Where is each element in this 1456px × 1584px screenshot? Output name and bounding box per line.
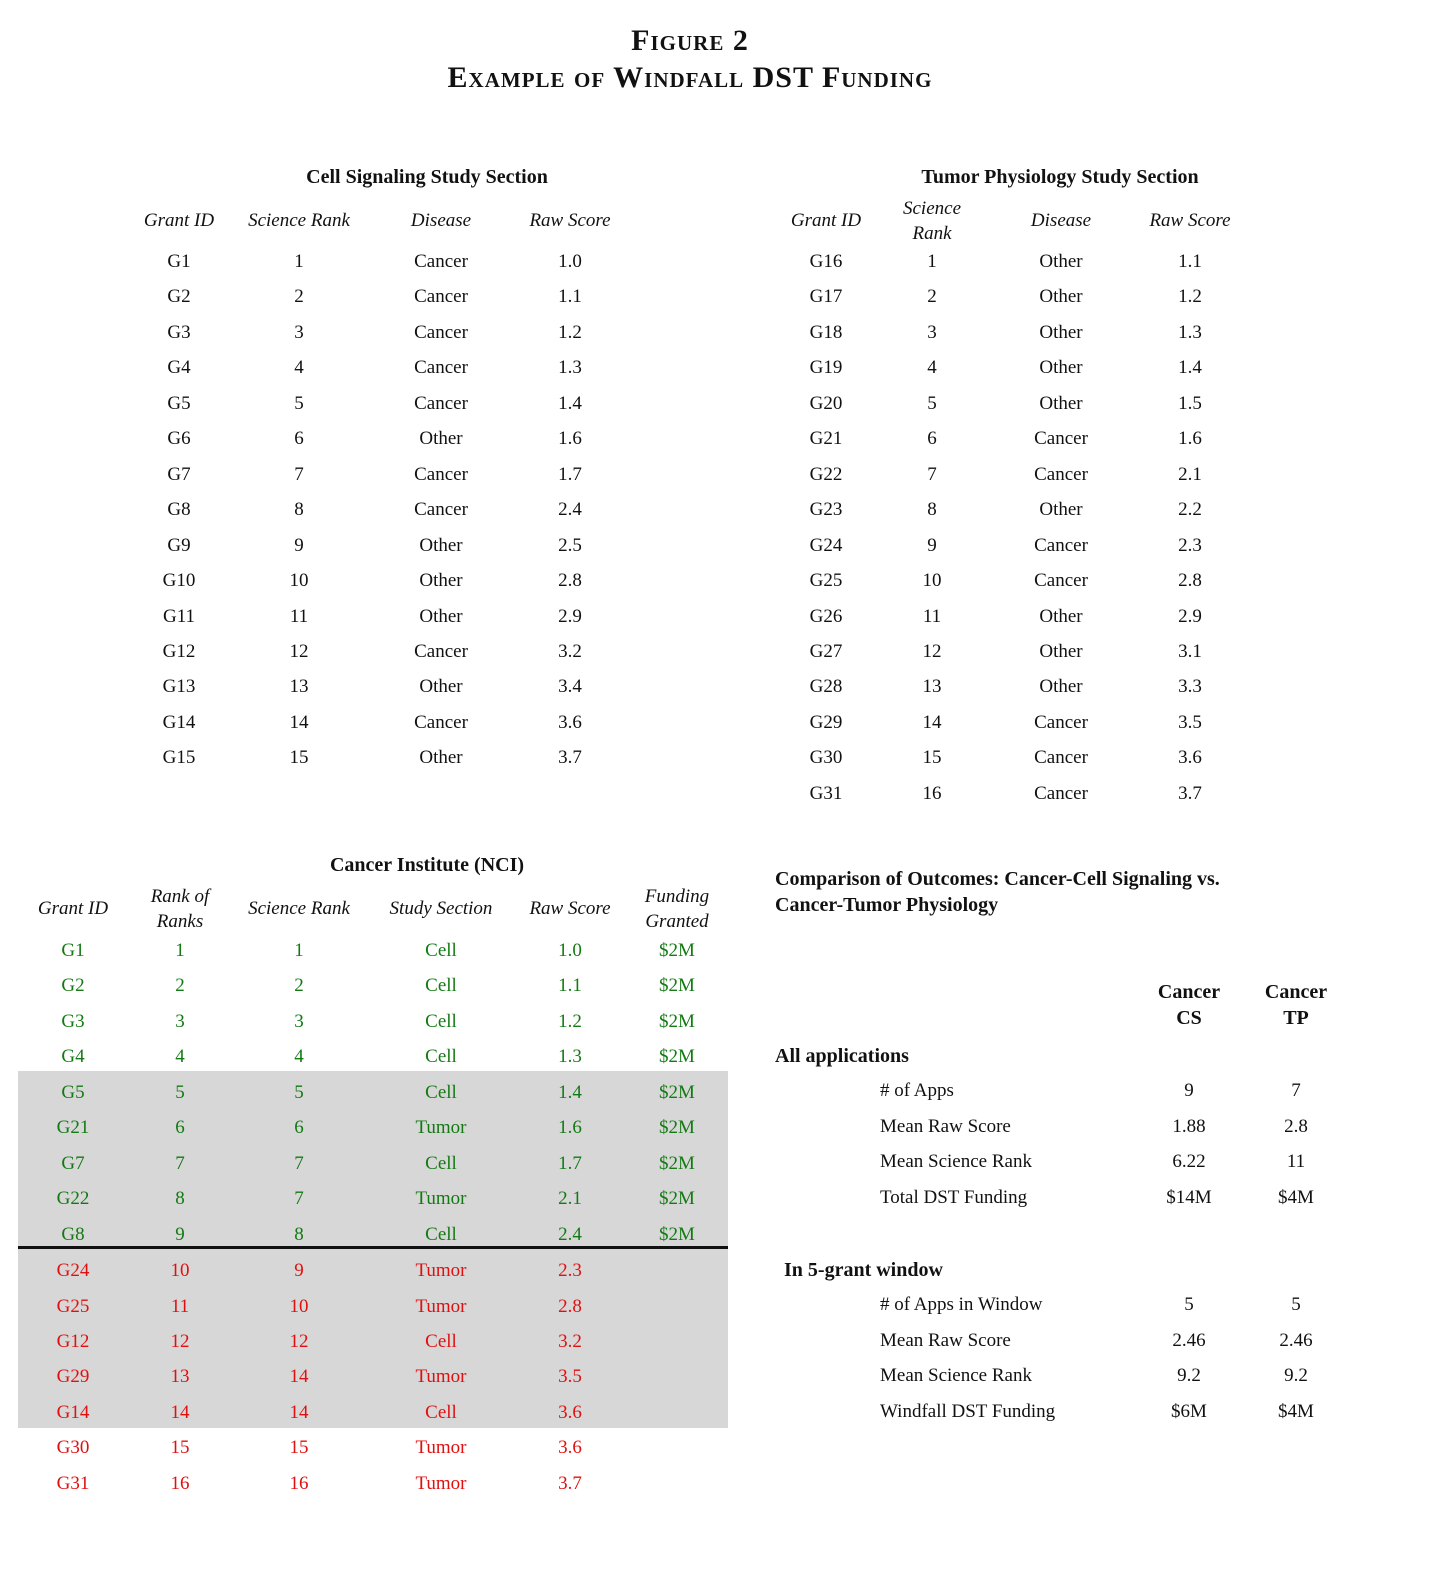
cs-row-cell: G10	[162, 570, 196, 592]
nci-row-cell: 8	[294, 1223, 304, 1245]
nci-row-cell: Tumor	[415, 1260, 467, 1282]
nci-row-cell: 7	[294, 1152, 304, 1174]
comparison-column-header: Cancer CS	[1157, 981, 1221, 1029]
nci-row-cell: G1	[61, 940, 85, 961]
cs-row-cell: 15	[289, 747, 309, 769]
nci-header-cell: Study Section	[389, 898, 493, 919]
comparison-row-value: 1.88	[1172, 1115, 1206, 1137]
nci-row-cell: $2M	[659, 1152, 695, 1174]
tp-row-cell: G19	[809, 357, 843, 379]
cs-row-cell: G15	[162, 747, 196, 769]
tp-row-cell: 1	[927, 251, 937, 272]
cell-signaling-title: Cell Signaling Study Section	[306, 166, 548, 188]
tp-row-cell: Cancer	[1034, 570, 1088, 592]
nci-row-cell: 3.7	[558, 1472, 582, 1494]
nci-row-cell: 11	[170, 1295, 190, 1317]
nci-row-cell: 9	[175, 1223, 185, 1245]
nci-row-cell: 15	[170, 1437, 190, 1459]
nci-row-cell: Tumor	[415, 1366, 467, 1388]
tp-row-cell: 1.6	[1178, 428, 1202, 450]
tp-row-cell: Other	[1039, 605, 1083, 627]
nci-row-cell: 3	[175, 1010, 185, 1032]
tp-row-cell: 15	[922, 747, 942, 769]
cs-row-cell: 6	[294, 428, 304, 450]
cs-row-cell: 11	[289, 605, 309, 627]
cs-row-cell: 1.6	[558, 428, 582, 450]
comparison-row-value: 9	[1184, 1080, 1194, 1102]
cs-row-cell: 1.7	[558, 463, 582, 485]
cs-row-cell: 2.9	[558, 605, 582, 627]
cs-row-cell: Other	[419, 676, 463, 698]
nci-row-cell: 16	[170, 1472, 190, 1494]
nci-row-cell: $2M	[659, 1081, 695, 1103]
nci-row-cell: Cell	[425, 940, 457, 961]
nci-row-cell: 5	[294, 1081, 304, 1103]
cs-row-cell: G7	[167, 463, 191, 485]
cs-row-cell: 4	[294, 357, 304, 379]
cs-row-cell: Other	[419, 747, 463, 769]
tp-row-cell: Other	[1039, 286, 1083, 308]
nci-row-cell: Tumor	[415, 1295, 467, 1317]
nci-row-cell: Cell	[425, 1401, 457, 1423]
comparison-row-value: 7	[1291, 1080, 1301, 1102]
tp-row-cell: G26	[809, 605, 843, 627]
tp-row-cell: G30	[809, 747, 843, 769]
nci-row-cell: G14	[56, 1401, 90, 1423]
comparison-group-label: All applications	[775, 1045, 909, 1067]
nci-row-cell: 4	[294, 1046, 304, 1068]
cs-row-cell: 1.2	[558, 321, 582, 343]
tp-row-cell: Other	[1039, 392, 1083, 414]
comparison-row-value: $4M	[1278, 1400, 1314, 1422]
nci-row-cell: 16	[289, 1472, 309, 1494]
figure-title-block	[0, 22, 1380, 96]
cs-row-cell: 8	[294, 499, 304, 521]
nci-row-cell: 2.1	[558, 1188, 582, 1210]
nci-row-cell: Cell	[425, 975, 457, 997]
cs-row-cell: Cancer	[414, 321, 468, 343]
cs-row-cell: G11	[162, 605, 196, 627]
nci-row-cell: 2.3	[558, 1260, 582, 1282]
cs-row-cell: 14	[289, 711, 309, 733]
cs-row-cell: G3	[167, 321, 191, 343]
tp-row-cell: Other	[1039, 640, 1083, 662]
nci-header-cell: Rank of Ranks	[150, 886, 210, 932]
comparison-row-value: $14M	[1166, 1186, 1212, 1208]
cs-row-cell: G9	[167, 534, 191, 556]
tp-row-cell: Cancer	[1034, 711, 1088, 733]
nci-row-cell: Cell	[425, 1152, 457, 1174]
nci-row-cell: $2M	[659, 1117, 695, 1139]
comparison-row-label: # of Apps	[880, 1080, 954, 1102]
tp-row-cell: G17	[809, 286, 843, 308]
nci-row-cell: Cell	[425, 1010, 457, 1032]
tp-header-cell: Grant ID	[790, 210, 862, 231]
nci-row-cell: 1.0	[558, 940, 582, 961]
cs-row-cell: G4	[167, 357, 191, 379]
cs-header-cell: Raw Score	[529, 210, 611, 231]
nci-row-cell: 1	[294, 940, 304, 961]
comparison-row-label: Mean Science Rank	[880, 1365, 1032, 1387]
tp-row-cell: 3.5	[1178, 711, 1202, 733]
cs-row-cell: Cancer	[414, 251, 468, 272]
cs-row-cell: 7	[294, 463, 304, 485]
tp-row-cell: G28	[809, 676, 843, 698]
nci-row-cell: 1.7	[558, 1152, 582, 1174]
tp-row-cell: 14	[922, 711, 942, 733]
comparison-row-value: 5	[1184, 1294, 1194, 1316]
nci-row-cell: 2	[294, 975, 304, 997]
nci-row-cell: G2	[61, 975, 85, 997]
nci-row-cell: G5	[61, 1081, 85, 1103]
nci-row-cell: 6	[175, 1117, 185, 1139]
nci-row-cell: $2M	[659, 1188, 695, 1210]
nci-row-cell: G4	[61, 1046, 85, 1068]
tp-row-cell: 2	[927, 286, 937, 308]
nci-row-cell: 2.4	[558, 1223, 582, 1245]
cs-row-cell: Cancer	[414, 357, 468, 379]
cs-row-cell: G14	[162, 711, 196, 733]
cs-row-cell: G1	[167, 251, 191, 272]
tp-row-cell: G29	[809, 711, 843, 733]
comparison-row-value: 2.46	[1172, 1329, 1206, 1351]
nci-row-cell: 12	[289, 1330, 309, 1352]
cs-row-cell: 1.3	[558, 357, 582, 379]
nci-row-cell: G30	[56, 1437, 90, 1459]
comparison-column-header: Cancer TP	[1264, 981, 1328, 1029]
tp-row-cell: Cancer	[1034, 534, 1088, 556]
nci-row-cell: 13	[170, 1366, 190, 1388]
nci-row-cell: 2	[175, 975, 185, 997]
cs-row-cell: 13	[289, 676, 309, 698]
cs-row-cell: Other	[419, 570, 463, 592]
tp-row-cell: G24	[809, 534, 843, 556]
cs-row-cell: 3.6	[558, 711, 582, 733]
cs-row-cell: 12	[289, 640, 309, 662]
cs-row-cell: Cancer	[414, 499, 468, 521]
cs-header-cell: Science Rank	[248, 210, 350, 231]
tp-row-cell: 12	[922, 640, 942, 662]
tp-row-cell: 3.7	[1178, 782, 1202, 804]
tp-row-cell: 1.4	[1178, 357, 1202, 379]
cs-row-cell: G13	[162, 676, 196, 698]
tp-row-cell: G21	[809, 428, 843, 450]
tp-row-cell: G22	[809, 463, 843, 485]
cs-row-cell: G2	[167, 286, 191, 308]
cs-row-cell: 1.0	[558, 251, 582, 272]
tp-row-cell: 4	[927, 357, 937, 379]
comparison-row-value: 11	[1286, 1151, 1306, 1173]
nci-row-cell: G8	[61, 1223, 85, 1245]
comparison-row-value: 9.2	[1284, 1365, 1308, 1387]
cs-row-cell: G5	[167, 392, 191, 414]
nci-row-cell: 10	[289, 1295, 309, 1317]
nci-row-cell: 8	[175, 1188, 185, 1210]
tp-row-cell: Other	[1039, 321, 1083, 343]
tumor-physiology-title: Tumor Physiology Study Section	[921, 166, 1199, 188]
nci-row-cell: 3.2	[558, 1330, 582, 1352]
tp-row-cell: 10	[922, 570, 942, 592]
figure-title: Example of Windfall DST Funding	[447, 61, 933, 94]
tp-row-cell: 2.9	[1178, 605, 1202, 627]
tp-row-cell: G27	[809, 640, 843, 662]
nci-row-cell: $2M	[659, 975, 695, 997]
tp-row-cell: G20	[809, 392, 843, 414]
tp-row-cell: Other	[1039, 676, 1083, 698]
nci-row-cell: Tumor	[415, 1188, 467, 1210]
tp-row-cell: 9	[927, 534, 937, 556]
cs-row-cell: 3.4	[558, 676, 582, 698]
tp-row-cell: 2.3	[1178, 534, 1202, 556]
cs-row-cell: 2.8	[558, 570, 582, 592]
figure-label: Figure 2	[631, 24, 749, 57]
cs-row-cell: 3.2	[558, 640, 582, 662]
comparison-row-value: 2.46	[1279, 1329, 1313, 1351]
cs-row-cell: Cancer	[414, 711, 468, 733]
tp-row-cell: 16	[922, 782, 942, 804]
nci-row-cell: Cell	[425, 1330, 457, 1352]
tp-row-cell: 3	[927, 321, 937, 343]
cs-row-cell: 2.5	[558, 534, 582, 556]
nci-row-cell: G31	[56, 1472, 90, 1494]
tp-row-cell: Other	[1039, 499, 1083, 521]
nci-row-cell: 10	[170, 1260, 190, 1282]
nci-row-cell: Tumor	[415, 1117, 467, 1139]
nci-row-cell: 14	[289, 1401, 309, 1423]
nci-row-cell: 3.5	[558, 1366, 582, 1388]
nci-row-cell: G29	[56, 1366, 90, 1388]
nci-row-cell: 1	[175, 940, 185, 961]
cs-row-cell: 1.1	[558, 286, 582, 308]
payline-divider	[18, 1246, 728, 1249]
nci-row-cell: 14	[289, 1366, 309, 1388]
nci-row-cell: G22	[56, 1188, 90, 1210]
tp-row-cell: Other	[1039, 251, 1083, 272]
nci-row-cell: 7	[175, 1152, 185, 1174]
cs-row-cell: G12	[162, 640, 196, 662]
tp-row-cell: 3.1	[1178, 640, 1202, 662]
nci-row-cell: G25	[56, 1295, 90, 1317]
tp-row-cell: 1.5	[1178, 392, 1202, 414]
tp-row-cell: 3.3	[1178, 676, 1202, 698]
nci-row-cell: 3.6	[558, 1437, 582, 1459]
tp-row-cell: 5	[927, 392, 937, 414]
nci-row-cell: $2M	[659, 1010, 695, 1032]
nci-row-cell: G7	[61, 1152, 85, 1174]
comparison-row-value: 9.2	[1177, 1365, 1201, 1387]
cs-row-cell: 5	[294, 392, 304, 414]
nci-row-cell: 1.4	[558, 1081, 582, 1103]
nci-row-cell: 1.6	[558, 1117, 582, 1139]
nci-row-cell: G3	[61, 1010, 85, 1032]
nci-row-cell: Cell	[425, 1046, 457, 1068]
comparison-row-value: 5	[1291, 1294, 1301, 1316]
tp-row-cell: G25	[809, 570, 843, 592]
nci-row-cell: 5	[175, 1081, 185, 1103]
tp-row-cell: Cancer	[1034, 782, 1088, 804]
tp-row-cell: 11	[922, 605, 942, 627]
cs-header-cell: Disease	[410, 210, 472, 231]
comparison-row-value: 2.8	[1284, 1115, 1308, 1137]
nci-row-cell: 6	[294, 1117, 304, 1139]
comparison-group-label: In 5-grant window	[784, 1259, 943, 1281]
nci-row-cell: 9	[294, 1260, 304, 1282]
tp-header-cell: Raw Score	[1149, 210, 1231, 231]
nci-header-cell: Funding Granted	[644, 886, 710, 932]
tp-row-cell: Cancer	[1034, 747, 1088, 769]
nci-row-cell: 14	[170, 1401, 190, 1423]
nci-row-cell: Cell	[425, 1223, 457, 1245]
tp-row-cell: 3.6	[1178, 747, 1202, 769]
nci-row-cell: 3	[294, 1010, 304, 1032]
tp-row-cell: 1.1	[1178, 251, 1202, 272]
nci-row-cell: $2M	[659, 1046, 695, 1068]
cs-row-cell: Cancer	[414, 286, 468, 308]
nci-row-cell: Tumor	[415, 1472, 467, 1494]
cs-row-cell: 9	[294, 534, 304, 556]
tp-row-cell: 2.2	[1178, 499, 1202, 521]
tp-row-cell: 7	[927, 463, 937, 485]
cs-row-cell: Cancer	[414, 463, 468, 485]
nci-row-cell: 15	[289, 1437, 309, 1459]
tp-row-cell: 2.1	[1178, 463, 1202, 485]
cs-row-cell: Other	[419, 428, 463, 450]
comparison-row-label: # of Apps in Window	[880, 1294, 1043, 1316]
cs-row-cell: 3	[294, 321, 304, 343]
tp-header-cell: Science Rank	[902, 198, 961, 244]
tp-row-cell: 1.2	[1178, 286, 1202, 308]
nci-row-cell: $2M	[659, 1223, 695, 1245]
tp-row-cell: 2.8	[1178, 570, 1202, 592]
cs-row-cell: Other	[419, 605, 463, 627]
nci-row-cell: $2M	[659, 940, 695, 961]
comparison-row-label: Mean Raw Score	[880, 1115, 1011, 1137]
comparison-row-label: Mean Science Rank	[880, 1151, 1032, 1173]
cs-row-cell: G8	[167, 499, 191, 521]
cs-row-cell: G6	[167, 428, 191, 450]
cs-row-cell: 1.4	[558, 392, 582, 414]
comparison-row-label: Windfall DST Funding	[880, 1400, 1056, 1422]
comparison-row-value: $6M	[1171, 1400, 1207, 1422]
nci-header-cell: Raw Score	[529, 898, 611, 919]
nci-row-cell: 3.6	[558, 1401, 582, 1423]
cs-row-cell: 2	[294, 286, 304, 308]
comparison-row-value: $4M	[1278, 1186, 1314, 1208]
tp-row-cell: Cancer	[1034, 428, 1088, 450]
tp-row-cell: 8	[927, 499, 937, 521]
cs-row-cell: 2.4	[558, 499, 582, 521]
nci-header-cell: Science Rank	[248, 898, 350, 919]
cs-row-cell: 3.7	[558, 747, 582, 769]
nci-row-cell: 1.1	[558, 975, 582, 997]
nci-row-cell: 7	[294, 1188, 304, 1210]
tp-row-cell: 13	[922, 676, 942, 698]
cs-header-cell: Grant ID	[143, 210, 215, 231]
cs-row-cell: 1	[294, 251, 304, 272]
tp-row-cell: G31	[809, 782, 843, 804]
tp-row-cell: 6	[927, 428, 937, 450]
nci-row-cell: 2.8	[558, 1295, 582, 1317]
comparison-row-label: Total DST Funding	[880, 1186, 1028, 1208]
nci-row-cell: 1.2	[558, 1010, 582, 1032]
tp-row-cell: Cancer	[1034, 463, 1088, 485]
nci-row-cell: G24	[56, 1260, 90, 1282]
nci-row-cell: 4	[175, 1046, 185, 1068]
nci-header-cell: Grant ID	[37, 898, 109, 919]
cs-row-cell: 10	[289, 570, 309, 592]
comparison-row-label: Mean Raw Score	[880, 1329, 1011, 1351]
cs-row-cell: Other	[419, 534, 463, 556]
nci-row-cell: 12	[170, 1330, 190, 1352]
cs-row-cell: Cancer	[414, 392, 468, 414]
tp-row-cell: 1.3	[1178, 321, 1202, 343]
nci-row-cell: 1.3	[558, 1046, 582, 1068]
nci-title: Cancer Institute (NCI)	[329, 854, 525, 876]
nci-row-cell: G21	[56, 1117, 90, 1139]
tp-row-cell: G18	[809, 321, 843, 343]
comparison-title: Comparison of Outcomes: Cancer-Cell Signaling vs. Cancer-Tumor Physiology	[775, 868, 1220, 916]
tp-row-cell: G16	[809, 251, 843, 272]
nci-row-cell: G12	[56, 1330, 90, 1352]
comparison-row-value: 6.22	[1172, 1151, 1206, 1173]
tp-row-cell: Other	[1039, 357, 1083, 379]
cs-row-cell: Cancer	[414, 640, 468, 662]
nci-row-cell: Cell	[425, 1081, 457, 1103]
tp-row-cell: G23	[809, 499, 843, 521]
nci-row-cell: Tumor	[415, 1437, 467, 1459]
tp-header-cell: Disease	[1030, 210, 1092, 231]
